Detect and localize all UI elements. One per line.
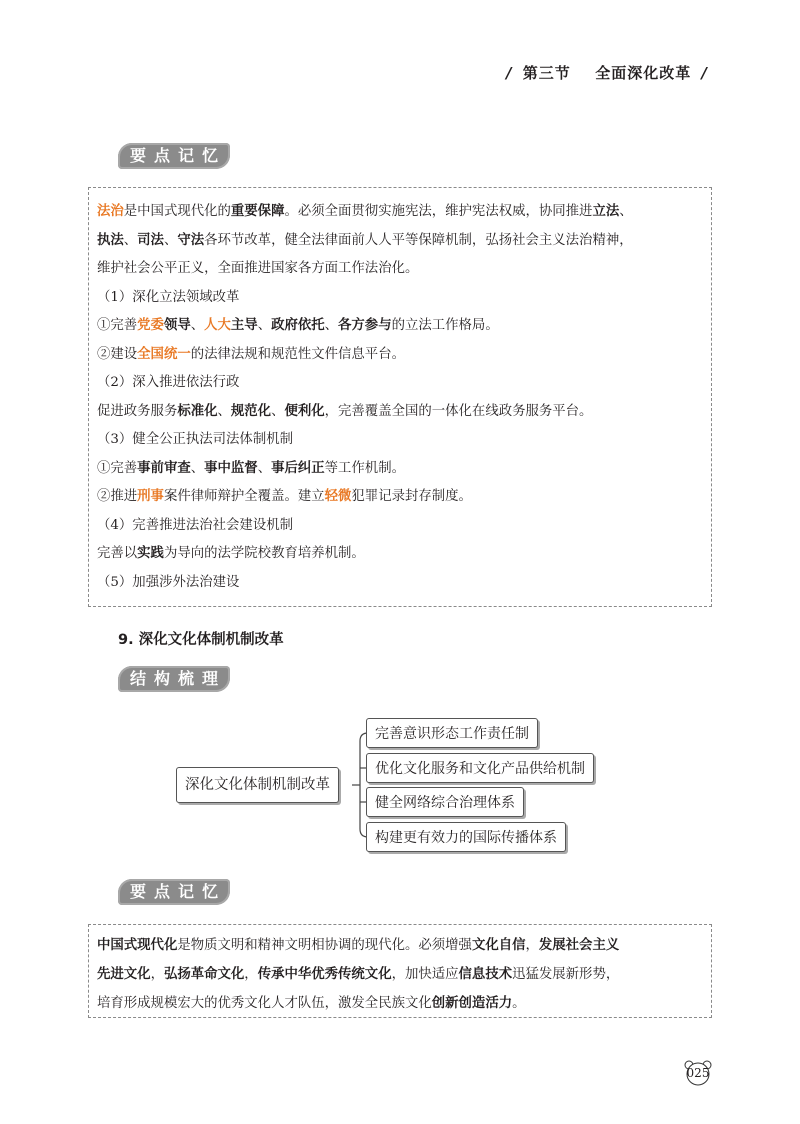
term: 信息技术 bbox=[458, 967, 513, 982]
term: 立法 bbox=[592, 204, 620, 219]
header-slash-right: / bbox=[701, 64, 708, 82]
text: 案件律师辩护全覆盖。建立 bbox=[163, 489, 325, 504]
header-slash-left: / bbox=[506, 64, 513, 82]
term: 事后纠正 bbox=[271, 460, 325, 476]
text: ①完善 bbox=[97, 460, 138, 476]
text: ， bbox=[244, 967, 258, 982]
term: 事前审查 bbox=[137, 460, 191, 476]
box1-heading-4: （4）完善推进法治社会建设机制 bbox=[97, 517, 293, 533]
term: 各方参与 bbox=[338, 318, 392, 333]
term: 实践 bbox=[137, 546, 164, 561]
box1-heading-1: （1）深化立法领域改革 bbox=[97, 289, 240, 305]
term: 弘扬革命文化 bbox=[163, 967, 245, 982]
section-9-title: 9. 深化文化体制机制改革 bbox=[118, 632, 284, 648]
text: 各环节改革，健全法律面前人人平等保障机制，弘扬社会主义法治精神， bbox=[204, 232, 633, 248]
term: 守法 bbox=[177, 232, 205, 248]
highlight: 人大 bbox=[204, 318, 231, 333]
text: 是中国式现代化的 bbox=[123, 204, 231, 219]
box1-heading-3: （3）健全公正执法司法体制机制 bbox=[97, 432, 293, 447]
term: 中国式现代化 bbox=[97, 938, 178, 953]
text: 犯罪记录封存制度。 bbox=[351, 489, 472, 504]
mindmap-leaf-4: 构建更有效力的国际传播体系 bbox=[366, 822, 566, 852]
text: ， bbox=[150, 967, 164, 982]
text: 。必须全面贯彻实施宪法，维护宪法权威，协同推进 bbox=[284, 204, 593, 219]
box2-paragraph-3 bbox=[97, 989, 701, 1018]
text: ②推进 bbox=[97, 489, 138, 504]
key-points-tag-2 bbox=[118, 879, 230, 905]
text: 、 bbox=[190, 318, 205, 333]
term: 创新创造活力 bbox=[431, 996, 513, 1011]
highlight: 轻微 bbox=[324, 489, 352, 504]
mindmap-leaf-2: 优化文化服务和文化产品供给机制 bbox=[366, 753, 594, 783]
text: 、 bbox=[257, 318, 272, 333]
term: 领导 bbox=[163, 318, 191, 333]
mindmap-leaf-3: 健全网络综合治理体系 bbox=[366, 787, 524, 817]
mindmap-leaf-1: 完善意识形态工作责任制 bbox=[366, 718, 538, 748]
text: 等工作机制。 bbox=[324, 460, 405, 476]
highlight: 全国统一 bbox=[137, 346, 191, 362]
box1-paragraph-3: 维护社会公平正义，全面推进国家各方面工作法治化。 bbox=[97, 261, 419, 276]
term: 先进文化 bbox=[97, 967, 151, 982]
box2-paragraph-2 bbox=[97, 960, 701, 989]
term: 司法 bbox=[137, 232, 164, 248]
text: ， bbox=[525, 938, 539, 953]
text: 、 bbox=[257, 460, 272, 476]
key-points-box-2 bbox=[88, 924, 712, 1018]
highlight: 党委 bbox=[137, 318, 164, 333]
term: 主导 bbox=[230, 318, 258, 333]
term: 事中监督 bbox=[204, 460, 258, 476]
box1-heading-2: （2）深入推进依法行政 bbox=[97, 375, 240, 390]
box2-paragraph-1 bbox=[97, 931, 701, 960]
text: 迅猛发展新形势， bbox=[512, 967, 620, 982]
highlight: 刑事 bbox=[137, 489, 164, 504]
text: ②建设 bbox=[97, 346, 138, 362]
page-number: 025 bbox=[686, 1066, 710, 1080]
text: 、 bbox=[163, 232, 178, 248]
key-points-tag-2-label: 要点记忆 bbox=[129, 882, 226, 901]
box1-heading-5: （5）加强涉外法治建设 bbox=[97, 574, 240, 590]
text: 为导向的法学院校教育培养机制。 bbox=[163, 546, 365, 561]
key-points-tag-1-label: 要点记忆 bbox=[129, 146, 226, 165]
mindmap-root: 深化文化体制机制改革 bbox=[176, 767, 339, 803]
text: 的法律法规和规范性文件信息平台。 bbox=[190, 346, 405, 362]
text: 、 bbox=[190, 460, 205, 476]
term: 发展社会主义 bbox=[538, 938, 620, 953]
text: 的立法工作格局。 bbox=[391, 318, 499, 333]
term: 标准化 bbox=[177, 403, 218, 419]
text: ，完善覆盖全国的一体化在线政务服务平台。 bbox=[324, 403, 593, 419]
term: 执法 bbox=[97, 232, 124, 248]
text: ①完善 bbox=[97, 318, 138, 333]
text: 、 bbox=[619, 204, 633, 219]
term: 传承中华优秀传统文化 bbox=[257, 967, 392, 982]
text: 培育形成规模宏大的优秀文化人才队伍，激发全民族文化 bbox=[97, 996, 432, 1011]
term: 便利化 bbox=[284, 403, 325, 419]
term: 文化自信 bbox=[471, 938, 526, 953]
text: 、 bbox=[324, 318, 339, 333]
text: ，加快适应 bbox=[391, 967, 459, 982]
header-title: 全面深化改革 bbox=[595, 64, 692, 82]
term: 重要保障 bbox=[230, 204, 285, 219]
text: 完善以 bbox=[97, 546, 138, 561]
term-fazhi: 法治 bbox=[97, 204, 124, 219]
text: 、 bbox=[217, 403, 231, 419]
header-section: 第三节 bbox=[522, 64, 571, 82]
text: 是物质文明和精神文明相协调的现代化。必须增强 bbox=[177, 938, 472, 953]
text: 。 bbox=[512, 996, 526, 1011]
text: 、 bbox=[271, 403, 285, 419]
structure-tag-label: 结构梳理 bbox=[129, 669, 226, 688]
page-number-badge bbox=[683, 1058, 713, 1088]
text: 、 bbox=[123, 232, 138, 248]
text: 促进政务服务 bbox=[97, 403, 178, 419]
term: 规范化 bbox=[230, 403, 272, 419]
term: 政府依托 bbox=[271, 318, 325, 333]
